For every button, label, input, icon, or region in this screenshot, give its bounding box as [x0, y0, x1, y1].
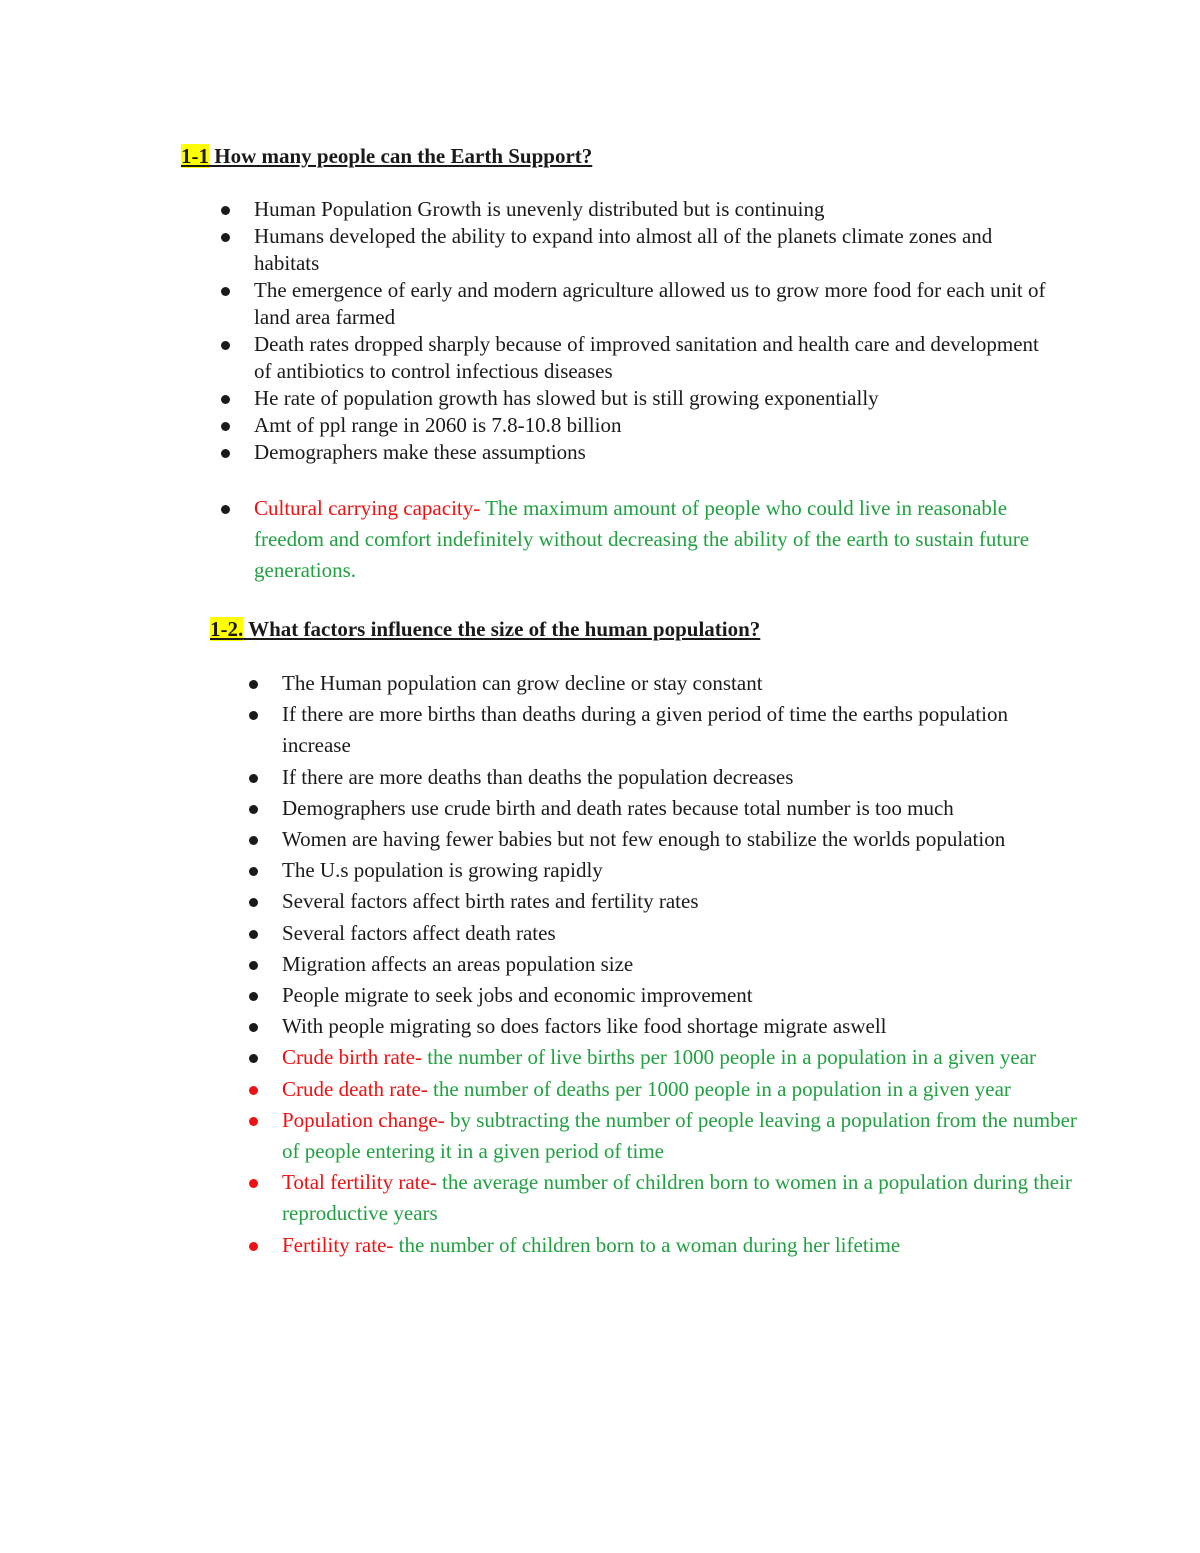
definition-item — [249, 1230, 1079, 1261]
definition-term: Fertility rate- — [282, 1232, 394, 1257]
bullet-icon — [249, 1242, 258, 1251]
section-2-number-suffix: 2. — [227, 617, 244, 641]
bullet-icon — [221, 449, 230, 458]
definition-item — [249, 1105, 1079, 1167]
section-1-heading — [181, 143, 592, 169]
bullet-text: Death rates dropped sharply because of improved sanitation and health care and development of antibiotics to control infectious diseases — [254, 332, 1039, 383]
bullet-icon — [249, 836, 258, 845]
definition-text: The maximum amount of people who could live in reasonable freedom and comfort indefinitely without decreasing the ability of the earth to sustain future generations. — [254, 496, 1030, 582]
list-item — [221, 439, 1051, 466]
bullet-icon — [249, 680, 258, 689]
bullet-icon — [221, 233, 230, 242]
list-item — [249, 762, 1079, 793]
list-item — [249, 1011, 1079, 1042]
definition-text: the number of children born to a woman during her lifetime — [393, 1232, 901, 1257]
bullet-text: The Human population can grow decline or stay constant — [282, 671, 763, 695]
bullet-icon — [249, 1023, 258, 1032]
list-item — [249, 918, 1079, 949]
section-1-bullet-list — [221, 196, 1051, 466]
bullet-text: The U.s population is growing rapidly — [282, 858, 603, 883]
bullet-text: Several factors affect birth rates and fertility rates — [282, 889, 699, 914]
bullet-icon — [249, 1117, 258, 1126]
section-2-bullet-list — [249, 668, 1079, 1261]
list-item — [249, 980, 1079, 1011]
list-item — [249, 668, 1079, 699]
section-2-number-prefix: 1- — [210, 617, 228, 641]
list-item — [249, 949, 1079, 980]
bullet-icon — [249, 774, 258, 783]
definition-text: the average number of children born to women in a population during their reproductive years — [282, 1170, 1072, 1226]
section-1-definition-list — [221, 493, 1051, 586]
definition-term: Population change- — [282, 1107, 445, 1132]
list-item — [221, 412, 1051, 439]
bullet-text: If there are more deaths than deaths the population decreases — [282, 764, 794, 789]
bullet-text: If there are more births than deaths during a given period of time the earths population increase — [282, 702, 1009, 758]
definition-term: Cultural carrying capacity- — [254, 496, 481, 520]
bullet-icon — [249, 867, 258, 876]
bullet-text: Humans developed the ability to expand into almost all of the planets climate zones and habitats — [254, 224, 993, 275]
definition-item — [221, 493, 1051, 586]
list-item — [249, 886, 1079, 917]
bullet-text: People migrate to seek jobs and economic improvement — [282, 983, 753, 1008]
bullet-icon — [249, 992, 258, 1001]
bullet-icon — [221, 341, 230, 350]
bullet-text: With people migrating so does factors like food shortage migrate aswell — [282, 1014, 887, 1039]
bullet-icon — [249, 711, 258, 720]
list-item — [249, 699, 1079, 761]
bullet-text: The emergence of early and modern agriculture allowed us to grow more food for each unit of land area farmed — [254, 278, 1046, 329]
section-1-title: How many people can the Earth Support? — [209, 144, 593, 168]
list-item — [221, 223, 1051, 277]
bullet-icon — [221, 206, 230, 215]
bullet-text: Several factors affect death rates — [282, 920, 556, 945]
definition-text: the number of live births per 1000 people in a population in a given year — [421, 1045, 1037, 1070]
section-1-number-prefix: 1- — [181, 144, 199, 168]
list-item — [249, 824, 1079, 855]
list-item — [221, 196, 1051, 223]
bullet-text: Demographers make these assumptions — [254, 440, 586, 464]
list-item — [249, 793, 1079, 824]
bullet-text: Women are having fewer babies but not few enough to stabilize the worlds population — [282, 827, 1006, 852]
bullet-text: He rate of population growth has slowed but is still growing exponentially — [254, 386, 879, 410]
list-item — [221, 331, 1051, 385]
definition-item — [249, 1042, 1079, 1073]
bullet-icon — [249, 961, 258, 970]
bullet-text: Amt of ppl range in 2060 is 7.8-10.8 billion — [254, 413, 622, 437]
section-2-title: What factors influence the size of the human population? — [243, 617, 761, 641]
bullet-icon — [249, 1086, 258, 1095]
list-item — [249, 855, 1079, 886]
list-item — [221, 385, 1051, 412]
list-item — [221, 277, 1051, 331]
definition-text: the number of deaths per 1000 people in a population in a given year — [427, 1076, 1011, 1101]
section-1-number-suffix: 1 — [198, 144, 209, 168]
definition-item — [249, 1167, 1079, 1229]
definition-term: Total fertility rate- — [282, 1170, 437, 1195]
bullet-icon — [249, 930, 258, 939]
bullet-icon — [221, 395, 230, 404]
definition-item — [249, 1074, 1079, 1105]
bullet-text: Human Population Growth is unevenly distributed but is continuing — [254, 197, 825, 221]
bullet-icon — [249, 1179, 258, 1188]
bullet-icon — [249, 898, 258, 907]
definition-term: Crude birth rate- — [282, 1045, 422, 1070]
bullet-icon — [249, 805, 258, 814]
bullet-icon — [221, 287, 230, 296]
bullet-icon — [221, 422, 230, 431]
section-2-heading — [210, 616, 760, 642]
bullet-icon — [249, 1054, 258, 1063]
definition-term: Crude death rate- — [282, 1076, 428, 1101]
bullet-icon — [221, 505, 230, 514]
definition-text: by subtracting the number of people leaving a population from the number of people entering it in a given period of time — [282, 1107, 1077, 1164]
bullet-text: Demographers use crude birth and death rates because total number is too much — [282, 795, 954, 820]
bullet-text: Migration affects an areas population size — [282, 951, 634, 976]
